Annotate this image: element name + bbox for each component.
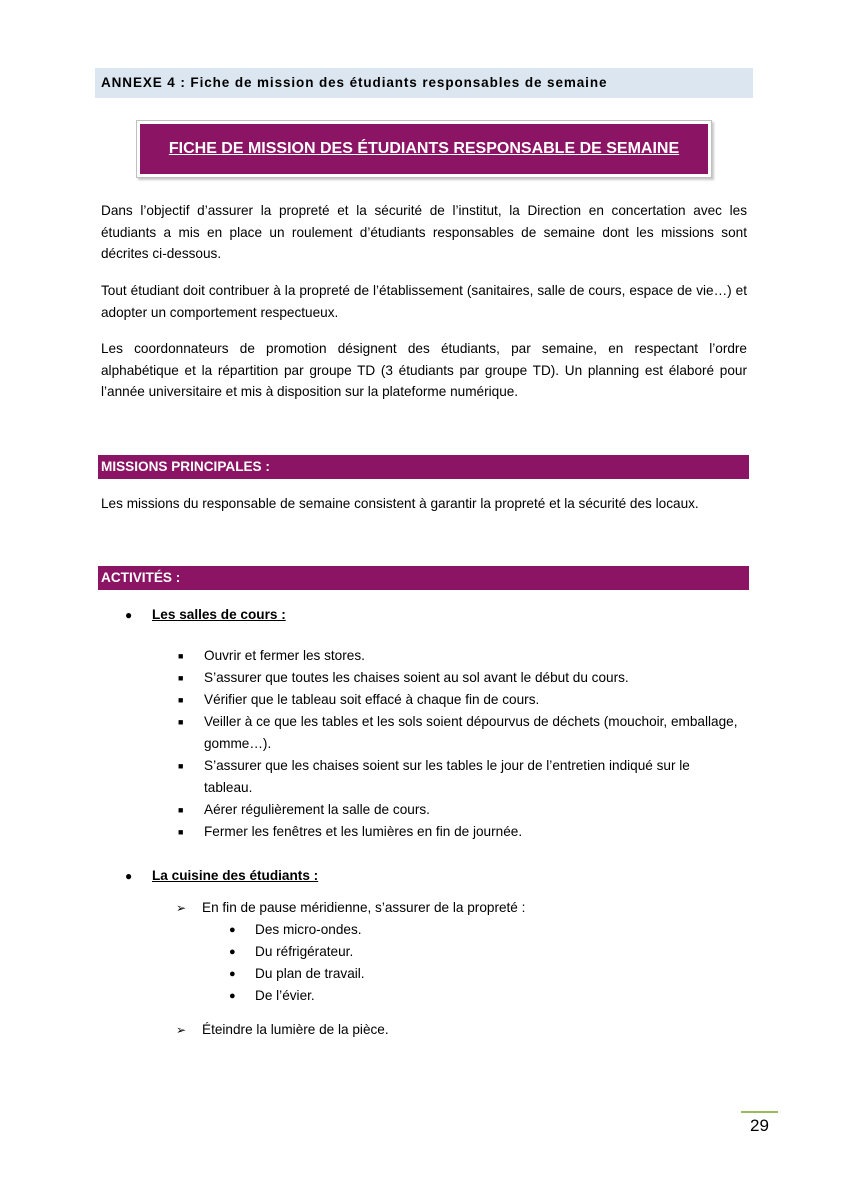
arrow-bullet-icon: ➢ bbox=[176, 1023, 187, 1037]
list-item-text: S’assurer que toutes les chaises soient au sol avant le début du cours. bbox=[204, 670, 629, 685]
list-item-text: Ouvrir et fermer les stores. bbox=[204, 648, 365, 663]
kitchen-label: La cuisine des étudiants : bbox=[152, 868, 319, 883]
list-item bbox=[178, 689, 738, 711]
list-item bbox=[229, 941, 365, 963]
square-bullet-icon: ■ bbox=[178, 717, 184, 727]
annex-header: ANNEXE 4 : Fiche de mission des étudiants responsables de semaine bbox=[95, 68, 753, 98]
activities-heading: ACTIVITÉS : bbox=[98, 566, 749, 590]
square-bullet-icon: ■ bbox=[178, 805, 184, 815]
arrow-bullet-icon: ➢ bbox=[176, 901, 187, 915]
bullet-dot-icon: ● bbox=[229, 968, 236, 980]
kitchen-step-2 bbox=[176, 1019, 389, 1041]
kitchen-check-list bbox=[229, 919, 365, 1007]
title-banner bbox=[140, 124, 708, 174]
intro-paragraph-3: Les coordonnateurs de promotion désignent des étudiants, par semaine, en respectant l’ordre alphabétique et la répartition par groupe TD (3 étudiants par groupe TD). Un planning est élaboré pour l’année universitaire et mis à disposition sur la plateforme numérique. bbox=[101, 341, 747, 399]
kitchen-heading bbox=[125, 865, 318, 887]
classrooms-heading bbox=[125, 604, 286, 626]
kitchen-step-2-text: Éteindre la lumière de la pièce. bbox=[202, 1022, 389, 1037]
bullet-dot-icon: ● bbox=[229, 924, 236, 936]
list-item bbox=[178, 799, 738, 821]
list-item-text: De l’évier. bbox=[255, 988, 315, 1003]
list-item-text: Veiller à ce que les tables et les sols soient dépourvus de déchets (mouchoir, emballage, gomme…). bbox=[204, 714, 738, 751]
list-item bbox=[178, 821, 738, 843]
list-item-text: Vérifier que le tableau soit effacé à chaque fin de cours. bbox=[204, 692, 540, 707]
list-item-text: Des micro-ondes. bbox=[255, 922, 362, 937]
bullet-dot-icon: ● bbox=[229, 946, 236, 958]
list-item bbox=[178, 711, 738, 755]
classrooms-label: Les salles de cours : bbox=[152, 607, 286, 622]
page-number: 29 bbox=[750, 1116, 769, 1135]
list-item-text: Aérer régulièrement la salle de cours. bbox=[204, 802, 430, 817]
intro-paragraph-1: Dans l’objectif d’assurer la propreté et la sécurité de l’institut, la Direction en concertation avec les étudiants a mis en place un roulement d’étudiants responsables de semaine dont les missions sont décrites ci-dessous. bbox=[101, 203, 747, 261]
kitchen-step-1-text: En fin de pause méridienne, s’assurer de la propreté : bbox=[202, 900, 526, 915]
list-item bbox=[229, 963, 365, 985]
square-bullet-icon: ■ bbox=[178, 695, 184, 705]
square-bullet-icon: ■ bbox=[178, 673, 184, 683]
square-bullet-icon: ■ bbox=[178, 761, 184, 771]
list-item bbox=[229, 985, 365, 1007]
missions-text: Les missions du responsable de semaine consistent à garantir la propreté et la sécurité des locaux. bbox=[101, 496, 699, 511]
bullet-dot-icon: ● bbox=[229, 990, 236, 1002]
list-item bbox=[178, 755, 738, 799]
list-item-text: Du réfrigérateur. bbox=[255, 944, 354, 959]
document-title: FICHE DE MISSION DES ÉTUDIANTS RESPONSABLE DE SEMAINE bbox=[168, 140, 680, 157]
page-number-rule bbox=[741, 1111, 778, 1113]
list-item bbox=[178, 667, 738, 689]
list-item-text: S’assurer que les chaises soient sur les tables le jour de l’entretien indiqué sur le tableau. bbox=[204, 758, 690, 795]
list-item-text: Du plan de travail. bbox=[255, 966, 365, 981]
list-item-text: Fermer les fenêtres et les lumières en fin de journée. bbox=[204, 824, 523, 839]
list-item bbox=[178, 645, 738, 667]
kitchen-step-1 bbox=[176, 897, 525, 919]
intro-paragraph-2: Tout étudiant doit contribuer à la propreté de l’établissement (sanitaires, salle de cours, espace de vie…) et adopter un comportement respectueux. bbox=[101, 283, 747, 320]
bullet-dot-icon: ● bbox=[125, 869, 133, 883]
missions-heading: MISSIONS PRINCIPALES : bbox=[98, 455, 749, 479]
square-bullet-icon: ■ bbox=[178, 827, 184, 837]
list-item bbox=[229, 919, 365, 941]
square-bullet-icon: ■ bbox=[178, 651, 184, 661]
classroom-tasks-list bbox=[178, 645, 738, 843]
bullet-dot-icon: ● bbox=[125, 608, 133, 622]
title-box bbox=[136, 120, 712, 178]
